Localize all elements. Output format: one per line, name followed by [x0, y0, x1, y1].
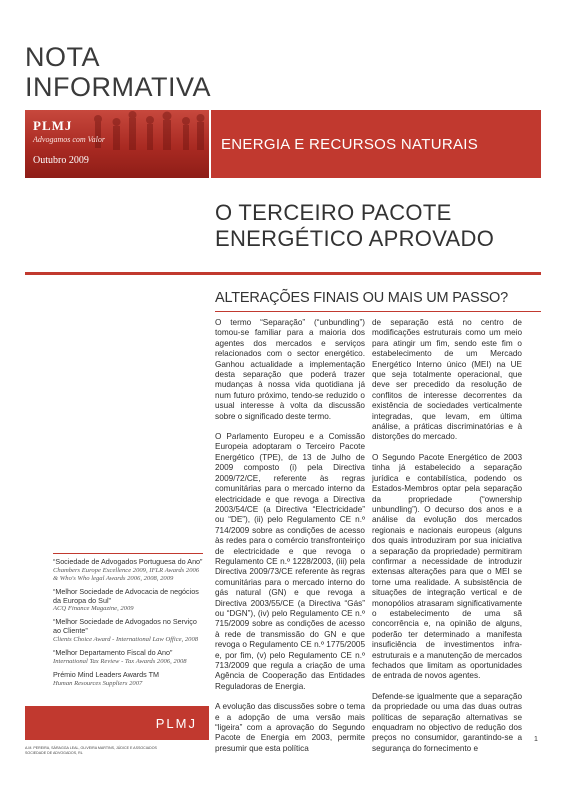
award-item — [53, 671, 203, 688]
subtitle-divider — [215, 311, 541, 312]
award-source: ACQ Finance Magazine, 2009 — [53, 605, 134, 613]
award-title: Prémio Mind Leaders Awards TM — [53, 669, 159, 679]
brand-name: PLMJ — [33, 118, 73, 133]
banner-brand-panel — [25, 110, 209, 178]
title-line1: O TERCEIRO PACOTE — [215, 200, 452, 225]
award-item — [53, 558, 203, 583]
award-item — [53, 649, 203, 666]
article-column-2 — [372, 318, 522, 764]
award-title: “Melhor Departamento Fiscal do Ano” — [53, 647, 173, 657]
masthead-line1: NOTA — [25, 42, 100, 72]
paragraph: O termo “Separação” (“unbundling”) tomou-se familiar para a maioria dos agentes dos mercados e serviços relacionados com o sector energético. Ganhou actualidade a implementação desta separação que poderá trazer mudanças à nossa vida quotidiana já num futuro próximo, tendo-se reduzido o usual interesse à volta da discussão sobre o significado deste termo. — [215, 318, 365, 421]
award-title: “Melhor Sociedade de Advocacia de negócios da Europa do Sul” — [53, 586, 199, 605]
paragraph: A evolução das discussões sobre o tema e a adopção de uma versão mais “ligeira” com a aprovação do Segundo Pacote de Energia em 2003, permite presumir que esta política — [215, 702, 365, 753]
award-item — [53, 618, 203, 644]
footer-logo-text: PLMJ — [155, 716, 197, 731]
masthead-line2: INFORMATIVA — [25, 72, 211, 102]
title-line2: ENERGÉTICO APROVADO — [215, 226, 495, 251]
firm-name: A.M. PEREIRA, SÁRAGGA LEAL, OLIVEIRA MARTINS, JÚDICE E ASSOCIADOS — [25, 746, 157, 750]
paragraph: O Parlamento Europeu e a Comissão Europeia adoptaram o Terceiro Pacote Energético (TPE), de 13 de Julho de 2009 composto (i) pela Directiva 2009/72/CE, referente às regras comunitárias para o mercado interno da electricidade e que revoga a Directiva 2003/54/CE (a Directiva “Electricidade” ou “DE”), (ii) pelo Regulamento CE n.º 714/2009 sobre as condições de acesso às redes para o comércio transfronteiriço de electricidade e que revoga o Regulamento CE n.º 1228/2003, (iii) pela Directiva 2009/73/CE referente às regras comunitárias para o mercado interno do gás natural (GN) e que revoga a Directiva 2003/55/CE (a Directiva “Gás” ou “DGN”), (iv) pelo Regulamento CE n.º 715/2009 sobre as condições de acesso à rede de transmissão do GN e que revoga o Regulamento CE n.º 1775/2005 e, por fim, (v) pelo Regulamento CE n.º 713/2009 que regula a criação de uma Agência de Cooperação das Entidades Reguladoras de Energia. — [215, 432, 365, 691]
article-subtitle: ALTERAÇÕES FINAIS OU MAIS UM PASSO? — [215, 290, 508, 306]
masthead — [25, 42, 211, 102]
awards-divider — [53, 553, 203, 554]
section-name: ENERGIA E RECURSOS NATURAIS — [209, 110, 541, 178]
award-source: Chambers Europe Excellence 2009, IFLR Awards 2006 & Who's Who legal Awards 2006, 2008, 2009 — [53, 566, 200, 582]
article-column-1 — [215, 318, 365, 764]
firm-subtitle: SOCIEDADE DE ADVOGADOS, RL — [25, 751, 83, 755]
brand-tagline: Advogamos com Valor — [33, 135, 105, 144]
footer-logo — [25, 706, 209, 740]
section-banner — [25, 110, 541, 178]
awards-list — [53, 553, 203, 693]
issue-date: Outubro 2009 — [33, 155, 89, 166]
page-title — [215, 200, 535, 252]
award-source: International Tax Review - Tax Awards 2006, 2008 — [53, 657, 187, 665]
award-item — [53, 588, 203, 614]
award-title: “Sociedade de Advogados Portuguesa do Ano” — [53, 557, 203, 566]
award-title: “Melhor Sociedade de Advogados no Serviço ao Cliente” — [53, 617, 197, 636]
page-number: 1 — [534, 736, 538, 743]
title-divider — [25, 272, 541, 275]
award-source: Clients Choice Award - International Law Office, 2008 — [53, 635, 199, 643]
paragraph: Defende-se igualmente que a separação da propriedade ou uma das duas outras políticas de separação alternativas se enquadram no objectivo de redução dos preços no consumidor, garantindo-se a segurança do fornecimento e — [372, 691, 522, 753]
award-source: Human Resources Suppliers 2007 — [53, 679, 143, 687]
footer-firm-name — [25, 746, 225, 756]
paragraph: de separação está no centro de modificações estruturais como um meio para atingir um fim, sendo este fim o estabelecimento de um Mercado Energético Interno único (MEI) na UE que seja totalmente operacional, que deve ser precedido da resolução de conflitos de interesse decorrentes da existência de sociedades verticalmente integradas, que levam, em última análise, a práticas discriminatórias e à distorções do mercado. — [372, 318, 522, 442]
paragraph: O Segundo Pacote Energético de 2003 tinha já estabelecido a separação jurídica e contabilística, podendo os Estados-Membros optar pela separação da propriedade (“ownership unbundling”). O decurso dos anos e a análise da evolução dos mercados regionais e nacionais europeus (alguns dos quais introduziram por sua iniciativa a separação da propriedade) permitiram confirmar a necessidade de introduzir extensas alterações para que o MEI se torne uma realidade. A subsistência de situações de integração vertical e de monopólios atrasaram significativamente o estabelecimento de uma sã concorrência e, na opinião de alguns, poderão ter determinado a manifesta insuficiência de investimentos infra-estruturais e a manutenção de mercados fechados que limitam as oportunidades de entrada de novos agentes. — [372, 452, 522, 681]
